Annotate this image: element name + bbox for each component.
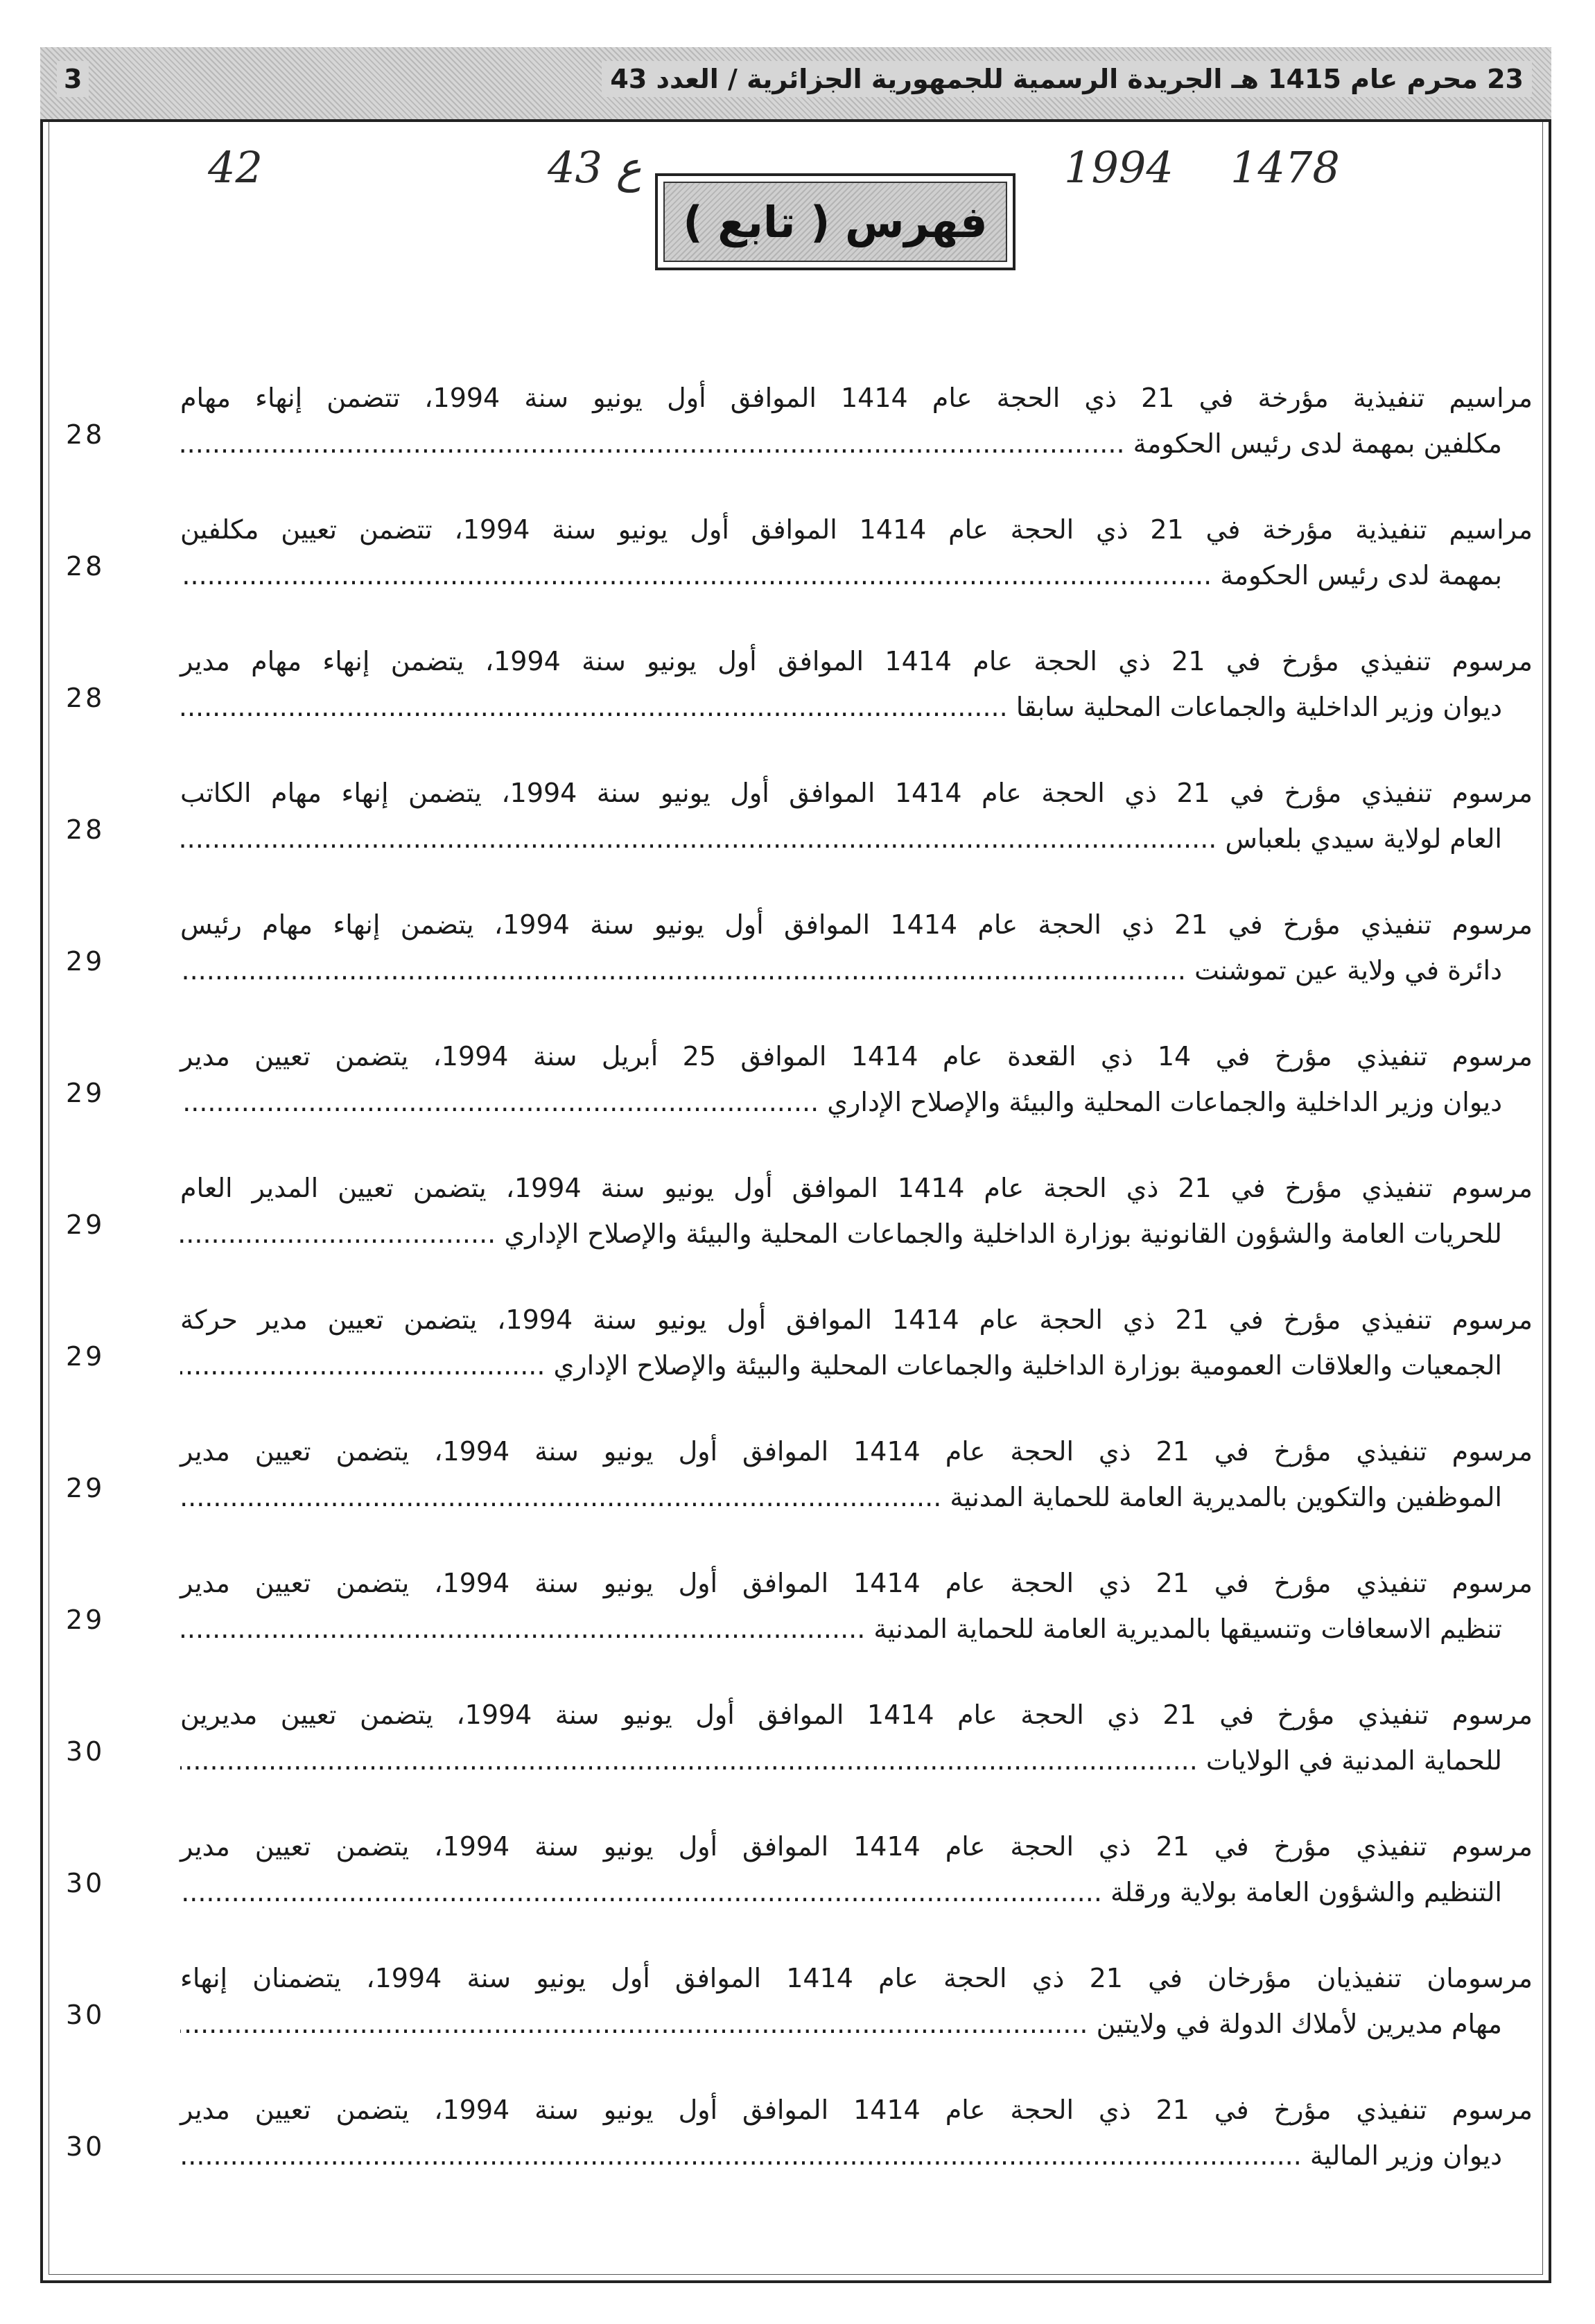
index-entry xyxy=(62,1147,1533,1279)
entry-title: مرسوم تنفيذي مؤرخ في 21 ذي الحجة عام 1414 الموافق أول يونيو سنة 1994، يتضمن تعيين مدير xyxy=(180,2095,1533,2125)
entry-continuation: ديوان وزير الداخلية والجماعات المحلية سابقا ..... xyxy=(180,684,1502,730)
entry-text xyxy=(180,375,1533,466)
page-header xyxy=(40,47,1551,122)
entry-continuation: للحريات العامة والشؤون القانونية بوزارة الداخلية والجماعات المحلية والبيئة والإصلاح الإداري ..... xyxy=(180,1211,1502,1257)
entry-title: مراسيم تنفيذية مؤرخة في 21 ذي الحجة عام 1414 الموافق أول يونيو سنة 1994، تتضمن تعيين مكلفين xyxy=(180,514,1533,545)
index-entry xyxy=(62,1674,1533,1806)
entry-text xyxy=(180,1165,1533,1257)
entry-text xyxy=(180,902,1533,993)
entry-continuation: مهام مديرين لأملاك الدولة في ولايتين ..... xyxy=(180,2001,1502,2047)
index-entry xyxy=(62,884,1533,1015)
entry-title: مرسوم تنفيذي مؤرخ في 21 ذي الحجة عام 1414 الموافق أول يونيو سنة 1994، يتضمن تعيين مدير حركة xyxy=(180,1304,1533,1335)
header-page-number: 3 xyxy=(57,61,89,97)
entry-continuation: دائرة في ولاية عين تموشنت ..... xyxy=(180,947,1502,993)
entry-continuation: مكلفين بمهمة لدى رئيس الحكومة ..... xyxy=(180,421,1502,466)
entry-page-number: 29 xyxy=(66,1473,105,1503)
index-entry xyxy=(62,489,1533,620)
entry-title: مرسوم تنفيذي مؤرخ في 21 ذي الحجة عام 1414 الموافق أول يونيو سنة 1994، يتضمن تعيين المدير العام xyxy=(180,1173,1533,1203)
entry-text xyxy=(180,2087,1533,2178)
handwritten-note: 42 xyxy=(208,142,263,193)
entry-page-number: 28 xyxy=(66,419,105,450)
entry-title: مرسومان تنفيذيان مؤرخان في 21 ذي الحجة عام 1414 الموافق أول يونيو سنة 1994، يتضمنان إنهاء xyxy=(180,1963,1533,1993)
entry-page-number: 30 xyxy=(66,1868,105,1898)
index-entry xyxy=(62,357,1533,489)
entry-page-number: 30 xyxy=(66,2000,105,2030)
entry-text xyxy=(180,1955,1533,2047)
entry-page-number: 29 xyxy=(66,946,105,977)
entry-page-number: 30 xyxy=(66,1736,105,1767)
index-entry xyxy=(62,2069,1533,2201)
entry-text xyxy=(180,1297,1533,1388)
entry-continuation: العام لولاية سيدي بلعباس ..... xyxy=(180,816,1502,862)
index-entry xyxy=(62,1410,1533,1542)
entry-page-number: 28 xyxy=(66,814,105,845)
index-title-box xyxy=(655,173,1016,270)
entry-text xyxy=(180,1560,1533,1652)
entry-page-number: 29 xyxy=(66,1341,105,1372)
entry-continuation: تنظيم الاسعافات وتنسيقها بالمديرية العامة للحماية المدنية ..... xyxy=(180,1606,1502,1652)
entry-page-number: 29 xyxy=(66,1209,105,1240)
entry-continuation: الموظفين والتكوين بالمديرية العامة للحماية المدنية ..... xyxy=(180,1474,1502,1520)
entry-continuation: ديوان وزير الداخلية والجماعات المحلية والبيئة والإصلاح الإداري ..... xyxy=(180,1079,1502,1125)
entry-page-number: 30 xyxy=(66,2131,105,2162)
index-entries xyxy=(62,357,1533,2201)
entry-title: مرسوم تنفيذي مؤرخ في 21 ذي الحجة عام 1414 الموافق أول يونيو سنة 1994، يتضمن تعيين مدير xyxy=(180,1568,1533,1598)
entry-title: مرسوم تنفيذي مؤرخ في 21 ذي الحجة عام 1414 الموافق أول يونيو سنة 1994، يتضمن تعيين مديرين xyxy=(180,1700,1533,1730)
index-entry xyxy=(62,752,1533,884)
entry-continuation: ديوان وزير المالية ..... xyxy=(180,2133,1502,2178)
entry-page-number: 28 xyxy=(66,683,105,713)
entry-text xyxy=(180,1692,1533,1783)
entry-continuation: للحماية المدنية في الولايات ..... xyxy=(180,1738,1502,1783)
index-entry xyxy=(62,1542,1533,1674)
entry-title: مرسوم تنفيذي مؤرخ في 21 ذي الحجة عام 1414 الموافق أول يونيو سنة 1994، يتضمن تعيين مدير xyxy=(180,1831,1533,1862)
entry-title: مرسوم تنفيذي مؤرخ في 14 ذي القعدة عام 1414 الموافق 25 أبريل سنة 1994، يتضمن تعيين مدير xyxy=(180,1041,1533,1072)
handwritten-note: 1994 xyxy=(1064,142,1174,193)
entry-continuation: التنظيم والشؤون العامة بولاية ورقلة ..... xyxy=(180,1869,1502,1915)
entry-title: مرسوم تنفيذي مؤرخ في 21 ذي الحجة عام 1414 الموافق أول يونيو سنة 1994، يتضمن تعيين مدير xyxy=(180,1436,1533,1467)
entry-title: مرسوم تنفيذي مؤرخ في 21 ذي الحجة عام 1414 الموافق أول يونيو سنة 1994، يتضمن إنهاء مهام رئيس xyxy=(180,909,1533,940)
entry-continuation: بمهمة لدى رئيس الحكومة ..... xyxy=(180,552,1502,598)
handwritten-note: 1478 xyxy=(1230,142,1340,193)
index-title-box-inner xyxy=(663,182,1007,262)
entry-page-number: 29 xyxy=(66,1078,105,1108)
entry-text xyxy=(180,507,1533,598)
entry-page-number: 29 xyxy=(66,1605,105,1635)
index-title: فهرس ( تابع ) xyxy=(683,196,988,247)
entry-text xyxy=(180,1429,1533,1520)
index-entry xyxy=(62,1015,1533,1147)
index-entry xyxy=(62,1279,1533,1410)
entry-text xyxy=(180,770,1533,862)
index-entry xyxy=(62,1937,1533,2069)
entry-continuation: الجمعيات والعلاقات العمومية بوزارة الداخلية والجماعات المحلية والبيئة والإصلاح الإداري ..... xyxy=(180,1343,1502,1388)
handwritten-note: 43 ع xyxy=(548,142,642,193)
index-entry xyxy=(62,620,1533,752)
entry-title: مراسيم تنفيذية مؤرخة في 21 ذي الحجة عام 1414 الموافق أول يونيو سنة 1994، تتضمن إنهاء مهام xyxy=(180,383,1533,413)
entry-text xyxy=(180,1824,1533,1915)
entry-title: مرسوم تنفيذي مؤرخ في 21 ذي الحجة عام 1414 الموافق أول يونيو سنة 1994، يتضمن إنهاء مهام الكاتب xyxy=(180,778,1533,808)
entry-text xyxy=(180,638,1533,730)
header-title: 23 محرم عام 1415 هـ الجريدة الرسمية للجمهورية الجزائرية / العدد 43 xyxy=(602,61,1532,97)
entry-title: مرسوم تنفيذي مؤرخ في 21 ذي الحجة عام 1414 الموافق أول يونيو سنة 1994، يتضمن إنهاء مهام مدير xyxy=(180,646,1533,676)
entry-text xyxy=(180,1033,1533,1125)
index-entry xyxy=(62,1806,1533,1937)
entry-page-number: 28 xyxy=(66,551,105,582)
